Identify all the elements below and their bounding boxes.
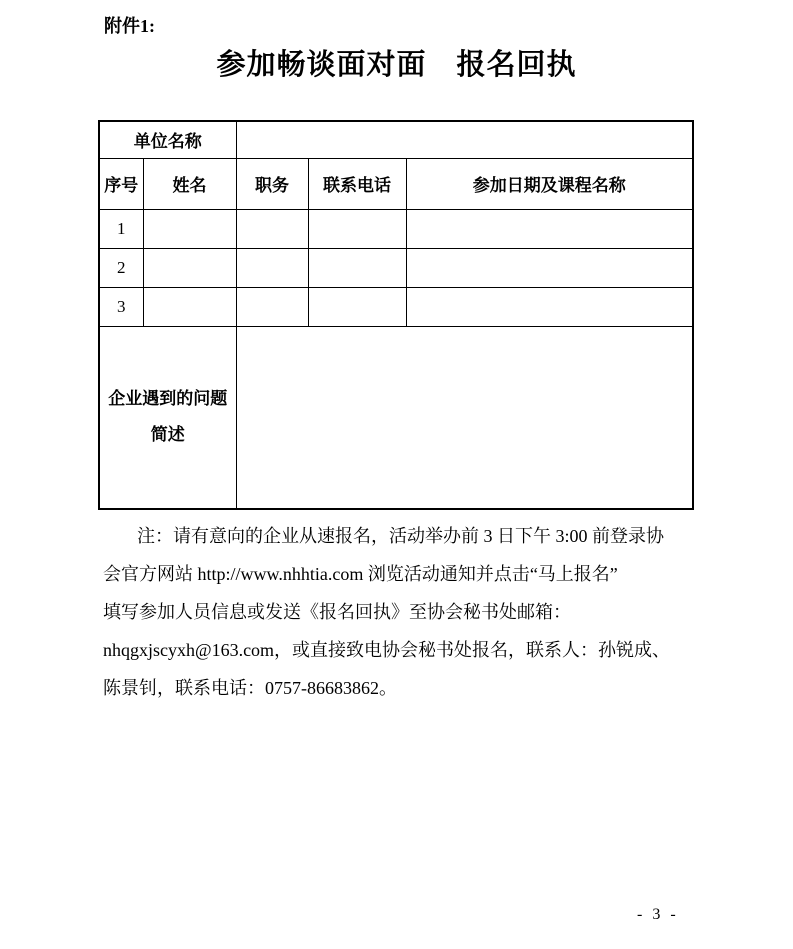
phone-input-cell[interactable] [308, 248, 406, 287]
date-course-input-cell[interactable] [406, 248, 693, 287]
phone-input-cell[interactable] [308, 287, 406, 326]
row-number: 3 [99, 287, 143, 326]
name-input-cell[interactable] [143, 209, 236, 248]
page-title: 参加畅谈面对面 报名回执 [216, 49, 577, 81]
problem-description-label [99, 326, 236, 509]
note-line-3: 填写参加人员信息或发送《报名回执》至协会秘书处邮箱： [103, 602, 571, 622]
problem-description-row [99, 326, 693, 509]
unit-name-row [99, 121, 693, 158]
row-number: 2 [99, 248, 143, 287]
row-number: 1 [99, 209, 143, 248]
note-line-5: 陈景钊，联系电话：0757-86683862。 [103, 678, 397, 698]
table-row [99, 209, 693, 248]
position-input-cell[interactable] [236, 209, 308, 248]
registration-table [98, 120, 694, 510]
position-input-cell[interactable] [236, 248, 308, 287]
col-header-index: 序号 [99, 158, 143, 209]
note-line-4: nhqgxjscyxh@163.com，或直接致电协会秘书处报名，联系人：孙锐成、 [103, 640, 671, 660]
problem-label-line1: 企业遇到的问题 [108, 389, 228, 409]
attachment-label: 附件1: [104, 16, 155, 36]
col-header-date-course: 参加日期及课程名称 [406, 158, 693, 209]
unit-name-input-cell[interactable] [236, 121, 693, 158]
page-number: - 3 - [637, 906, 679, 923]
problem-label-line2: 简述 [150, 425, 185, 445]
col-header-phone: 联系电话 [308, 158, 406, 209]
date-course-input-cell[interactable] [406, 287, 693, 326]
problem-description-input-cell[interactable] [236, 326, 693, 509]
table-header-row [99, 158, 693, 209]
note-line-2: 会官方网站 http://www.nhhtia.com 浏览活动通知并点击“马上报名” [103, 564, 618, 584]
table-row [99, 287, 693, 326]
name-input-cell[interactable] [143, 248, 236, 287]
note-paragraph [103, 517, 695, 707]
col-header-position: 职务 [236, 158, 308, 209]
phone-input-cell[interactable] [308, 209, 406, 248]
col-header-name: 姓名 [143, 158, 236, 209]
name-input-cell[interactable] [143, 287, 236, 326]
note-line-1: 注：请有意向的企业从速报名，活动举办前 3 日下午 3:00 前登录协 [137, 526, 664, 546]
table-row [99, 248, 693, 287]
date-course-input-cell[interactable] [406, 209, 693, 248]
position-input-cell[interactable] [236, 287, 308, 326]
unit-name-label: 单位名称 [99, 121, 236, 158]
